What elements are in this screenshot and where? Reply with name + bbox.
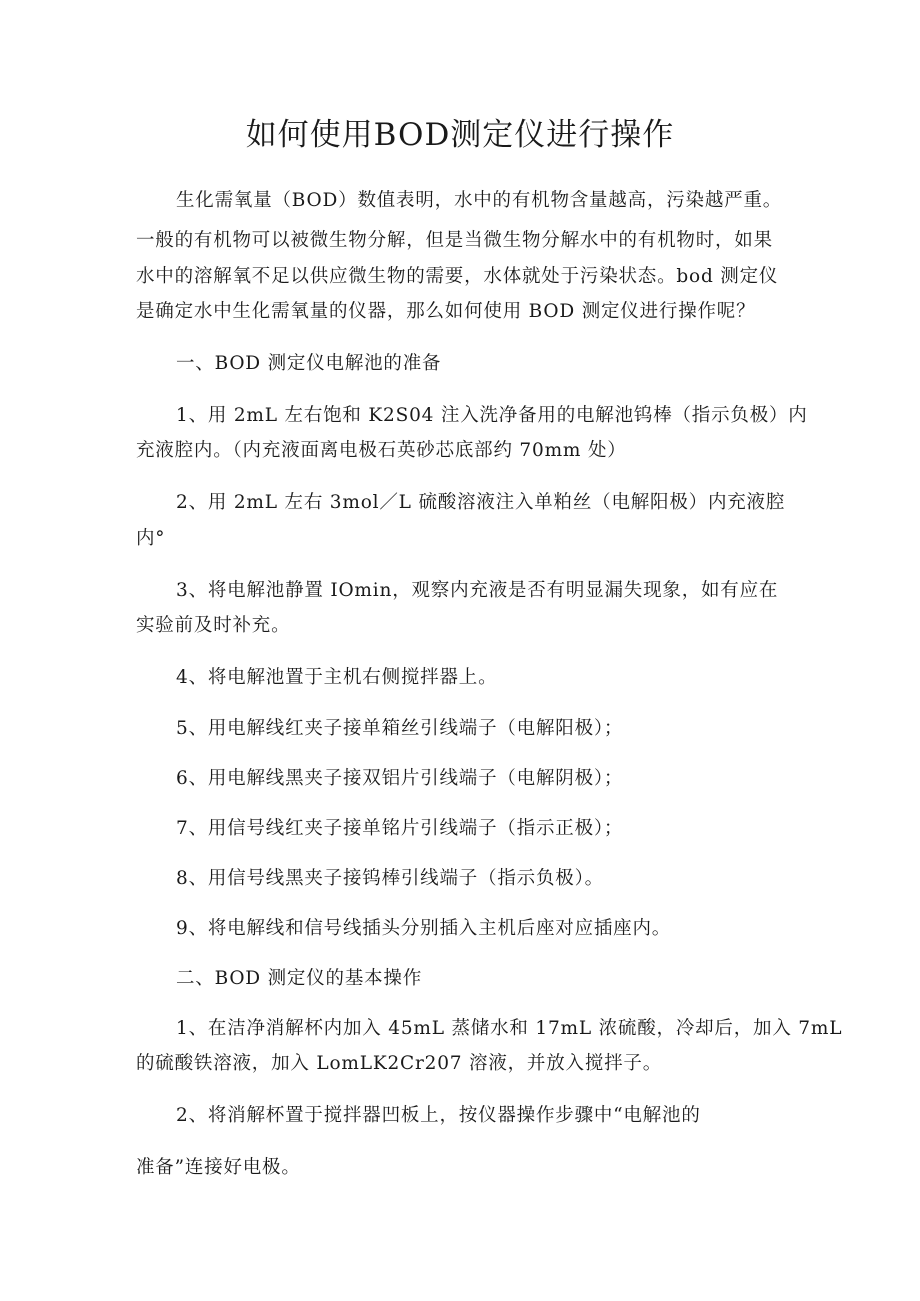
paragraph-line: 生化需氧量（BOD）数值表明，水中的有机物含量越高，污染越严重。 [176,190,783,211]
paragraph-line: 1、用 2mL 左右饱和 K2S04 注入洗净备用的电解池钨棒（指示负极）内 [176,405,808,426]
list-item: 6、用电解线黑夹子接双铝片引线端子（电解阴极）； [176,768,624,789]
list-item: 4、将电解池置于主机右侧搅拌器上。 [176,667,498,688]
list-item: 5、用电解线红夹子接单箱丝引线端子（电解阳极）； [176,718,624,739]
list-item: 7、用信号线红夹子接单铭片引线端子（指示正极）； [176,818,624,839]
paragraph-line: 3、将电解池静置 IOmin，观察内充液是否有明显漏失现象，如有应在 [176,580,779,601]
paragraph-line: 准备”连接好电极。 [136,1157,301,1178]
paragraph-line: 一般的有机物可以被微生物分解，但是当微生物分解水中的有机物时，如果 [136,230,773,251]
section-heading: 二、BOD 测定仪的基本操作 [176,968,423,989]
paragraph-line: 实验前及时补充。 [136,615,291,636]
paragraph-line: 水中的溶解氧不足以供应微生物的需要，水体就处于污染状态。bod 测定仪 [136,266,779,287]
section-heading: 一、BOD 测定仪电解池的准备 [176,353,442,374]
paragraph-line: 内° [136,528,166,549]
paragraph-line: 是确定水中生化需氧量的仪器，那么如何使用 BOD 测定仪进行操作呢？ [136,301,756,322]
paragraph-line: 2、用 2mL 左右 3mol／L 硫酸溶液注入单粕丝（电解阳极）内充液腔 [176,492,786,513]
paragraph-line: 的硫酸铁溶液，加入 LomLK2Cr207 溶液，并放入搅拌子。 [136,1053,663,1074]
paragraph-line: 1、在洁净消解杯内加入 45mL 蒸储水和 17mL 浓硫酸，冷却后，加入 7mL [176,1018,843,1039]
document-title: 如何使用BOD测定仪进行操作 [245,117,675,153]
list-item: 9、将电解线和信号线插头分别插入主机后座对应插座内。 [176,918,672,939]
paragraph-line: 充液腔内。（内充液面离电极石英砂芯底部约 70mm 处） [136,440,627,461]
paragraph-line: 2、将消解杯置于搅拌器凹板上，按仪器操作步骤中“电解池的 [176,1105,701,1126]
list-item: 8、用信号线黑夹子接钨棒引线端子（指示负极）。 [176,868,604,889]
